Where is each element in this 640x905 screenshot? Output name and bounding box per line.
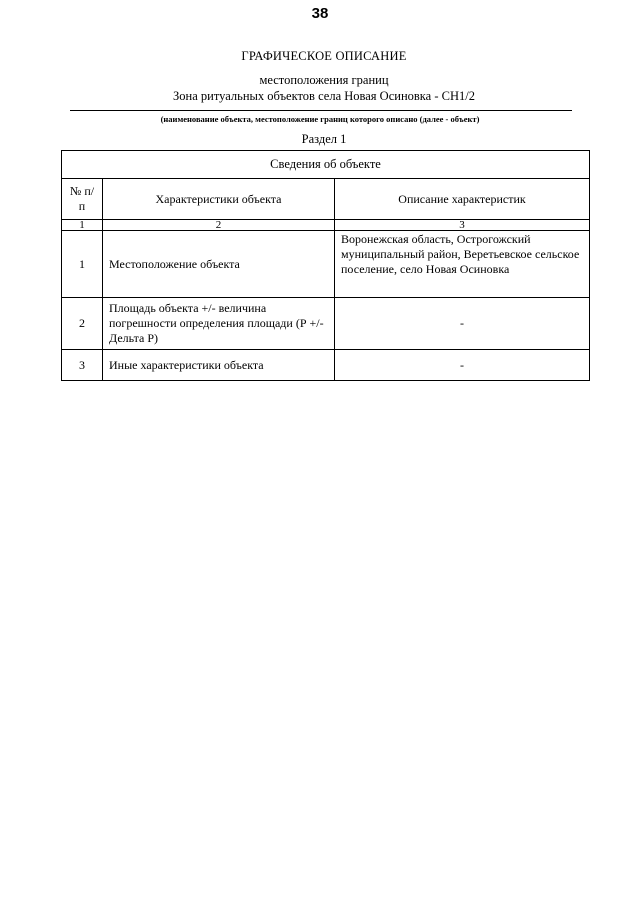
page-number: 38	[311, 5, 329, 22]
underline-rule	[70, 110, 572, 111]
table-header-row	[62, 179, 590, 220]
index-cell: 3	[335, 220, 590, 231]
row-description: -	[335, 350, 590, 381]
document-title: ГРАФИЧЕСКОЕ ОПИСАНИЕ	[241, 49, 407, 63]
index-cell: 1	[62, 220, 103, 231]
row-characteristic: Местоположение объекта	[103, 231, 335, 298]
document-subtitle: местоположения границ	[259, 73, 389, 87]
row-characteristic: Иные характеристики объекта	[103, 350, 335, 381]
column-header-characteristic: Характеристики объекта	[103, 179, 335, 220]
column-header-description: Описание характеристик	[335, 179, 590, 220]
row-number: 2	[62, 298, 103, 350]
row-description: Воронежская область, Острогожский муниципальный район, Веретьевское сельское поселение, село Новая Осиновка	[335, 231, 590, 298]
table-row	[62, 231, 590, 298]
index-cell: 2	[103, 220, 335, 231]
row-characteristic: Площадь объекта +/- величина погрешности определения площади (Р +/- Дельта Р)	[103, 298, 335, 350]
section-title: Раздел 1	[301, 132, 347, 146]
row-number: 1	[62, 231, 103, 298]
column-header-number: № п/п	[62, 179, 103, 220]
table-heading-row	[62, 151, 590, 179]
table-heading: Сведения об объекте	[62, 151, 590, 179]
object-caption: (наименование объекта, местоположение границ которого описано (далее - объект)	[160, 114, 480, 124]
table-row	[62, 350, 590, 381]
row-description: -	[335, 298, 590, 350]
table-row	[62, 298, 590, 350]
table-index-row	[62, 220, 590, 231]
object-info-table	[61, 150, 590, 381]
row-number: 3	[62, 350, 103, 381]
object-name: Зона ритуальных объектов села Новая Осиновка - СН1/2	[173, 89, 475, 103]
